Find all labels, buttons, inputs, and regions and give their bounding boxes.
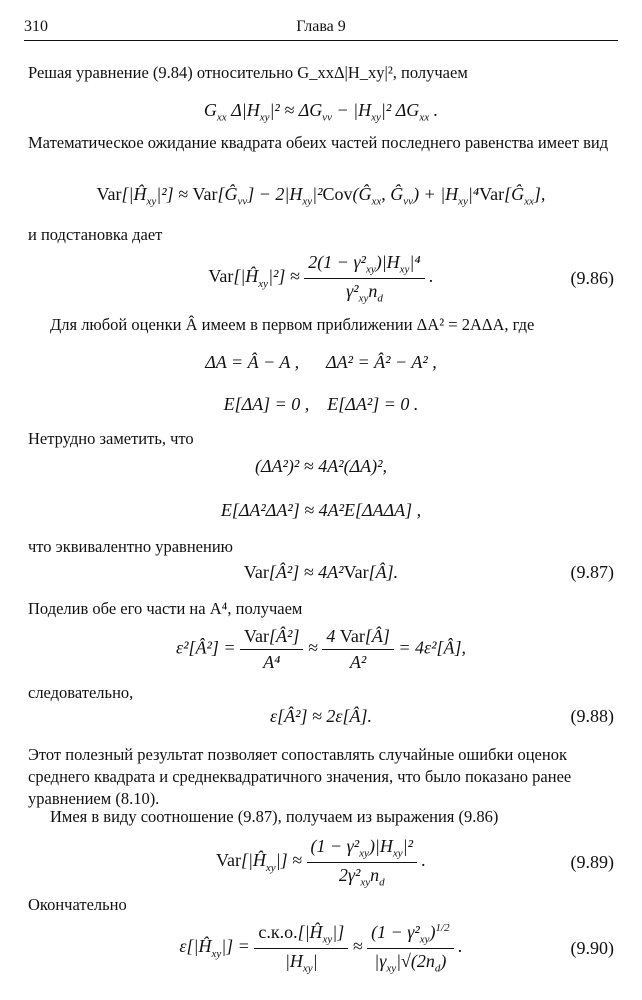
equation-epsilon-ratio: ε²[Â²] = $\frac{\text{Var[Â²]}}{\text{A⁴}}$ ≈ $\frac{\text{4 Var[Â]}}{\text{A²}}$ = 4ε²[Â], xyxy=(176,626,466,672)
paragraph-6: что эквивалентно уравнению xyxy=(28,537,233,556)
equation-var: $Var[|Ĥ_{xy}|^2]$ ≈ $Var[Ĝ_{vv}]$ − $2|H_{xy}|^2Cov(Ĝ_{xx}$, $Ĝ_{vv}$) + $|H_{xy}|^4Var[Ĝ_{xx}]$, xyxy=(96,184,546,208)
equation-a: $G_{xx}$ $\Delta|H_{xy}|^2 \approx \Delta G_{vv} - |H_{xy}|^2$ $\Delta G_{xx}$ . xyxy=(203,100,439,124)
paragraph-8: следовательно, xyxy=(28,683,134,702)
equation-9-86: $Var[|Ĥ_{xy}|^2]$ ≈ $\frac{2(1 - \gamma^2_{xy})|H_{xy}|^4}{\gamma^2_{xy}n_d}$ . xyxy=(208,252,434,305)
equation-delta-a: ΔA = Â − A , ΔA² = Â² − A² , xyxy=(205,352,437,372)
equation-e-product: E[ΔA²ΔA²] ≈ 4A²E[ΔAΔA] , xyxy=(220,500,422,520)
eq-number-9-90: (9.90) xyxy=(570,938,614,958)
paragraph-11: Окончательно xyxy=(28,895,127,914)
equation-9-89: $Var[|Ĥ_{xy}|]$ ≈ $\frac{(1 - \gamma^2_{xy})|H_{xy}|^2}{2\gamma^2_{xy}n_d}$ . xyxy=(215,836,427,889)
equation-9-87: Var[Â²] ≈ 4A²Var[Â]. xyxy=(243,562,399,582)
chapter-title: Глава 9 xyxy=(296,18,346,35)
equation-9-88: ε[Â²] ≈ 2ε[Â]. xyxy=(270,706,372,726)
paragraph-9: Этот полезный результат позволяет сопоставлять случайные ошибки оценок среднего квадрата и среднеквадратичного значения, что было показано ранее уравнением (8.10). xyxy=(28,745,572,808)
eq-number-9-87: (9.87) xyxy=(570,562,614,582)
equation-expectation: E[ΔA] = 0 , E[ΔA²] = 0 . xyxy=(223,394,419,414)
page-header xyxy=(24,18,618,41)
paragraph-4: Для любой оценки Â имеем в первом приближении ΔA² = 2AΔA, где xyxy=(50,315,535,334)
paragraph-5: Нетрудно заметить, что xyxy=(28,429,194,448)
paragraph-1: Решая уравнение (9.84) относительно G_xxΔ|H_xy|², получаем xyxy=(28,63,468,82)
paragraph-3: и подстановка дает xyxy=(28,225,163,244)
ske-label: с.к.о. xyxy=(258,922,298,942)
equation-9-90: $\varepsilon[|Ĥ_{xy}|]$ = $\frac{с.к.о.[|Ĥ_{xy}|]}{|H_{xy}|}$ ≈ $\frac{(1 - \gamma^2_{xy})^{1/2}}{|\gamma_{xy}|√(2n_d)}$ . xyxy=(179,922,463,975)
paragraph-10: Имея в виду соотношение (9.87), получаем из выражения (9.86) xyxy=(50,807,499,826)
page-number: 310 xyxy=(24,18,48,35)
eq-number-9-89: (9.89) xyxy=(570,852,614,872)
equation-square: (ΔA²)² ≈ 4A²(ΔA)², xyxy=(254,456,388,476)
paragraph-7: Поделив обе его части на A⁴, получаем xyxy=(28,599,303,618)
eq-number-9-86: (9.86) xyxy=(570,268,614,288)
eq-number-9-88: (9.88) xyxy=(570,706,614,726)
paragraph-2: Математическое ожидание квадрата обеих частей последнего равенства имеет вид xyxy=(28,133,609,152)
